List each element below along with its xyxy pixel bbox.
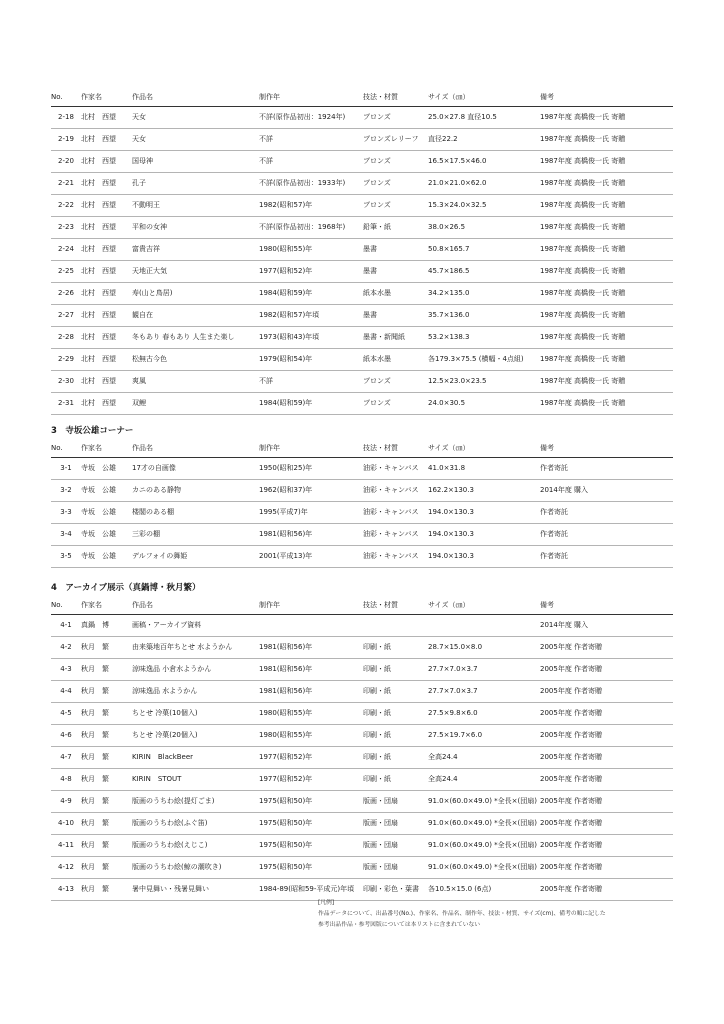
cell-artist: 北村 西望 xyxy=(81,393,132,415)
cell-no: 3-4 xyxy=(51,524,81,546)
cell-no: 4-12 xyxy=(51,857,81,879)
cell-note: 1987年度 高橋俊一氏 寄贈 xyxy=(540,349,673,371)
cell-no: 2-26 xyxy=(51,283,81,305)
cell-artist: 北村 西望 xyxy=(81,151,132,173)
cell-size: 162.2×130.3 xyxy=(428,480,540,502)
cell-tech: 版画・団扇 xyxy=(363,857,428,879)
cell-artist: 北村 西望 xyxy=(81,217,132,239)
cell-title: 由来築地百年ちとせ 水ようかん xyxy=(132,637,259,659)
cell-note: 2005年度 作者寄贈 xyxy=(540,813,673,835)
cell-title: KIRIN STOUT xyxy=(132,769,259,791)
table-row xyxy=(51,151,673,173)
cell-date: 2001(平成13)年 xyxy=(259,546,363,568)
cell-date: 不詳 xyxy=(259,371,363,393)
cell-tech: 版画・団扇 xyxy=(363,835,428,857)
cell-size: 91.0×(60.0×49.0) *全長×(団扇) xyxy=(428,813,540,835)
cell-size: 15.3×24.0×32.5 xyxy=(428,195,540,217)
cell-size: 38.0×26.5 xyxy=(428,217,540,239)
cell-size: 41.0×31.8 xyxy=(428,458,540,480)
cell-size: 50.8×165.7 xyxy=(428,239,540,261)
cell-date: 1980(昭和55)年 xyxy=(259,725,363,747)
cell-tech: 鉛筆・紙 xyxy=(363,217,428,239)
cell-artist: 北村 西望 xyxy=(81,239,132,261)
table-row xyxy=(51,637,673,659)
cell-no: 4-6 xyxy=(51,725,81,747)
cell-note: 2005年度 作者寄贈 xyxy=(540,857,673,879)
cell-artist: 北村 西望 xyxy=(81,371,132,393)
cell-date: 1981(昭和56)年 xyxy=(259,524,363,546)
section4-rows xyxy=(51,615,673,901)
cell-no: 4-1 xyxy=(51,615,81,637)
cell-no: 4-7 xyxy=(51,747,81,769)
table-row xyxy=(51,173,673,195)
cell-no: 3-5 xyxy=(51,546,81,568)
cell-tech: 印刷・紙 xyxy=(363,637,428,659)
cell-no: 2-23 xyxy=(51,217,81,239)
cell-tech: ブロンズ xyxy=(363,371,428,393)
cell-no: 2-31 xyxy=(51,393,81,415)
header-note: 備考 xyxy=(540,439,673,458)
header-no: No. xyxy=(51,88,81,107)
header-date: 制作年 xyxy=(259,88,363,107)
cell-title: 三彩の棚 xyxy=(132,524,259,546)
cell-title: デルフォイの舞姫 xyxy=(132,546,259,568)
cell-date: 1982(昭和57)年 xyxy=(259,195,363,217)
cell-no: 2-28 xyxy=(51,327,81,349)
cell-tech: 油彩・キャンバス xyxy=(363,546,428,568)
cell-note: 1987年度 高橋俊一氏 寄贈 xyxy=(540,195,673,217)
cell-size: 194.0×130.3 xyxy=(428,524,540,546)
cell-title: 版画のうちわ絵(ふぐ笛) xyxy=(132,813,259,835)
cell-artist: 北村 西望 xyxy=(81,195,132,217)
cell-date: 1973(昭和43)年頃 xyxy=(259,327,363,349)
cell-title: 富貴吉祥 xyxy=(132,239,259,261)
cell-artist: 秋月 繁 xyxy=(81,791,132,813)
cell-title: 版画のうちわ絵(鯨の潮吹き) xyxy=(132,857,259,879)
cell-date: 1977(昭和52)年 xyxy=(259,769,363,791)
cell-artist: 秋月 繁 xyxy=(81,835,132,857)
cell-title: 天女 xyxy=(132,129,259,151)
cell-no: 3-3 xyxy=(51,502,81,524)
cell-note: 2005年度 作者寄贈 xyxy=(540,879,673,901)
cell-no: 4-2 xyxy=(51,637,81,659)
cell-artist: 北村 西望 xyxy=(81,173,132,195)
cell-no: 2-27 xyxy=(51,305,81,327)
cell-date: 1977(昭和52)年 xyxy=(259,747,363,769)
table-row xyxy=(51,195,673,217)
cell-date: 1984(昭和59)年 xyxy=(259,283,363,305)
cell-date: 1975(昭和50)年 xyxy=(259,791,363,813)
header-date: 制作年 xyxy=(259,439,363,458)
header-no: No. xyxy=(51,439,81,458)
cell-title: 天女 xyxy=(132,107,259,129)
cell-date: 1962(昭和37)年 xyxy=(259,480,363,502)
cell-artist: 北村 西望 xyxy=(81,327,132,349)
cell-size: 全高24.4 xyxy=(428,747,540,769)
table-row xyxy=(51,615,673,637)
cell-title: 双鯉 xyxy=(132,393,259,415)
cell-note: 2005年度 作者寄贈 xyxy=(540,747,673,769)
cell-date xyxy=(259,615,363,637)
cell-tech: ブロンズ xyxy=(363,107,428,129)
cell-artist: 秋月 繁 xyxy=(81,725,132,747)
cell-tech: 印刷・紙 xyxy=(363,769,428,791)
header-note: 備考 xyxy=(540,88,673,107)
cell-artist: 寺坂 公雄 xyxy=(81,480,132,502)
cell-title: 楼閣のある棚 xyxy=(132,502,259,524)
cell-artist: 北村 西望 xyxy=(81,129,132,151)
cell-note: 2014年度 購入 xyxy=(540,615,673,637)
cell-size: 各179.3×75.5 (横幅・4点組) xyxy=(428,349,540,371)
cell-date: 1984(昭和59)年 xyxy=(259,393,363,415)
cell-tech: 油彩・キャンバス xyxy=(363,524,428,546)
cell-no: 2-29 xyxy=(51,349,81,371)
cell-artist: 寺坂 公雄 xyxy=(81,502,132,524)
cell-tech: 油彩・キャンバス xyxy=(363,502,428,524)
cell-no: 2-24 xyxy=(51,239,81,261)
cell-date: 不詳(原作品初出：1933年) xyxy=(259,173,363,195)
cell-date: 1975(昭和50)年 xyxy=(259,857,363,879)
cell-no: 4-11 xyxy=(51,835,81,857)
cell-note: 作者寄託 xyxy=(540,524,673,546)
header-note: 備考 xyxy=(540,596,673,615)
cell-tech: 版画・団扇 xyxy=(363,791,428,813)
cell-no: 2-20 xyxy=(51,151,81,173)
cell-note: 2005年度 作者寄贈 xyxy=(540,681,673,703)
cell-size: 91.0×(60.0×49.0) *全長×(団扇) xyxy=(428,791,540,813)
cell-title: ちとせ 冷菓(20個入) xyxy=(132,725,259,747)
cell-tech xyxy=(363,615,428,637)
cell-note: 2005年度 作者寄贈 xyxy=(540,791,673,813)
table-header xyxy=(51,596,673,615)
cell-note: 1987年度 高橋俊一氏 寄贈 xyxy=(540,371,673,393)
cell-title: 孔子 xyxy=(132,173,259,195)
cell-date: 1950(昭和25)年 xyxy=(259,458,363,480)
cell-title: 不動明王 xyxy=(132,195,259,217)
cell-size: 27.5×19.7×6.0 xyxy=(428,725,540,747)
cell-size: 91.0×(60.0×49.0) *全長×(団扇) xyxy=(428,835,540,857)
cell-date: 不詳 xyxy=(259,151,363,173)
cell-date: 不詳(原作品初出：1924年) xyxy=(259,107,363,129)
table-row xyxy=(51,283,673,305)
cell-tech: 印刷・紙 xyxy=(363,659,428,681)
cell-date: 不詳(原作品初出：1968年) xyxy=(259,217,363,239)
table-row xyxy=(51,327,673,349)
cell-no: 4-4 xyxy=(51,681,81,703)
section4-title: 4 アーカイブ展示（真鍋博・秋月繁） xyxy=(51,583,201,593)
cell-size: 各10.5×15.0 (6点) xyxy=(428,879,540,901)
cell-note: 2014年度 購入 xyxy=(540,480,673,502)
cell-tech: 墨書・新聞紙 xyxy=(363,327,428,349)
cell-date: 1980(昭和55)年 xyxy=(259,239,363,261)
table-row xyxy=(51,659,673,681)
header-artist: 作家名 xyxy=(81,88,132,107)
cell-title: 涼味逸品 水ようかん xyxy=(132,681,259,703)
cell-date: 1984-89(昭和59-平成元)年頃 xyxy=(259,879,363,901)
cell-note: 作者寄託 xyxy=(540,458,673,480)
table-row xyxy=(51,747,673,769)
cell-size: 34.2×135.0 xyxy=(428,283,540,305)
cell-note: 2005年度 作者寄贈 xyxy=(540,703,673,725)
cell-date: 1995(平成7)年 xyxy=(259,502,363,524)
cell-note: 1987年度 高橋俊一氏 寄贈 xyxy=(540,239,673,261)
cell-size: 直径22.2 xyxy=(428,129,540,151)
cell-no: 3-1 xyxy=(51,458,81,480)
cell-note: 2005年度 作者寄贈 xyxy=(540,769,673,791)
cell-artist: 北村 西望 xyxy=(81,305,132,327)
table-row xyxy=(51,791,673,813)
cell-tech: 印刷・紙 xyxy=(363,703,428,725)
cell-note: 1987年度 高橋俊一氏 寄贈 xyxy=(540,151,673,173)
section3-title: 3 寺坂公雄コーナー xyxy=(51,426,134,436)
cell-date: 1981(昭和56)年 xyxy=(259,637,363,659)
cell-note: 1987年度 高橋俊一氏 寄贈 xyxy=(540,129,673,151)
cell-size: 45.7×186.5 xyxy=(428,261,540,283)
cell-tech: 紙本水墨 xyxy=(363,349,428,371)
table-row xyxy=(51,371,673,393)
cell-title: 観自在 xyxy=(132,305,259,327)
header-tech: 技法・材質 xyxy=(363,88,428,107)
cell-size: 全高24.4 xyxy=(428,769,540,791)
table-header xyxy=(51,439,673,458)
legend-line-1: 作品データについて、出品番号(No.)、作家名、作品名、制作年、技法・材質、サイズ(cm)、備考の順に記した xyxy=(318,911,606,917)
cell-artist: 秋月 繁 xyxy=(81,659,132,681)
cell-date: 1981(昭和56)年 xyxy=(259,681,363,703)
table-row xyxy=(51,769,673,791)
cell-size: 35.7×136.0 xyxy=(428,305,540,327)
cell-artist: 秋月 繁 xyxy=(81,747,132,769)
cell-size: 16.5×17.5×46.0 xyxy=(428,151,540,173)
legend-heading: [凡例] xyxy=(318,900,335,906)
section4-table xyxy=(51,596,673,901)
table-header xyxy=(51,88,673,107)
table-row xyxy=(51,835,673,857)
cell-tech: 印刷・彩色・葉書 xyxy=(363,879,428,901)
table-row xyxy=(51,524,673,546)
table-row xyxy=(51,261,673,283)
header-date: 制作年 xyxy=(259,596,363,615)
cell-no: 4-5 xyxy=(51,703,81,725)
cell-note: 2005年度 作者寄贈 xyxy=(540,725,673,747)
cell-note: 1987年度 高橋俊一氏 寄贈 xyxy=(540,173,673,195)
cell-title: カニのある静物 xyxy=(132,480,259,502)
cell-title: 涼味逸品 小倉水ようかん xyxy=(132,659,259,681)
cell-no: 2-21 xyxy=(51,173,81,195)
cell-note: 1987年度 高橋俊一氏 寄贈 xyxy=(540,261,673,283)
cell-title: 天地正大気 xyxy=(132,261,259,283)
cell-size: 27.7×7.0×3.7 xyxy=(428,681,540,703)
section2-rows xyxy=(51,107,673,415)
cell-tech: 墨書 xyxy=(363,239,428,261)
cell-date: 不詳 xyxy=(259,129,363,151)
cell-tech: 墨書 xyxy=(363,305,428,327)
cell-size: 24.0×30.5 xyxy=(428,393,540,415)
cell-date: 1980(昭和55)年 xyxy=(259,703,363,725)
page xyxy=(51,88,673,901)
cell-tech: 油彩・キャンバス xyxy=(363,458,428,480)
table-row xyxy=(51,703,673,725)
cell-no: 4-9 xyxy=(51,791,81,813)
cell-title: 爽風 xyxy=(132,371,259,393)
cell-note: 1987年度 高橋俊一氏 寄贈 xyxy=(540,217,673,239)
cell-date: 1981(昭和56)年 xyxy=(259,659,363,681)
header-title: 作品名 xyxy=(132,439,259,458)
table-row xyxy=(51,349,673,371)
cell-title: 版画のうちわ絵(えじこ) xyxy=(132,835,259,857)
cell-tech: ブロンズ xyxy=(363,151,428,173)
cell-title: 17才の自画像 xyxy=(132,458,259,480)
cell-no: 2-19 xyxy=(51,129,81,151)
cell-no: 2-18 xyxy=(51,107,81,129)
legend-line-2: 参考出品作品・参考図版については本リストに含まれていない xyxy=(318,922,481,928)
cell-tech: ブロンズ xyxy=(363,195,428,217)
cell-date: 1975(昭和50)年 xyxy=(259,835,363,857)
cell-artist: 北村 西望 xyxy=(81,283,132,305)
table-row xyxy=(51,458,673,480)
cell-no: 4-3 xyxy=(51,659,81,681)
cell-size: 194.0×130.3 xyxy=(428,546,540,568)
cell-tech: ブロンズレリーフ xyxy=(363,129,428,151)
cell-no: 2-30 xyxy=(51,371,81,393)
cell-no: 2-25 xyxy=(51,261,81,283)
cell-title: 松無古今色 xyxy=(132,349,259,371)
cell-title: 寿(山と鳥居) xyxy=(132,283,259,305)
header-title: 作品名 xyxy=(132,88,259,107)
cell-note: 1987年度 高橋俊一氏 寄贈 xyxy=(540,107,673,129)
cell-tech: ブロンズ xyxy=(363,393,428,415)
table-row xyxy=(51,393,673,415)
header-artist: 作家名 xyxy=(81,439,132,458)
cell-tech: 墨書 xyxy=(363,261,428,283)
table-row xyxy=(51,857,673,879)
section3-rows xyxy=(51,458,673,568)
cell-title: ちとせ 冷菓(10個入) xyxy=(132,703,259,725)
cell-note: 1987年度 高橋俊一氏 寄贈 xyxy=(540,283,673,305)
cell-note: 1987年度 高橋俊一氏 寄贈 xyxy=(540,305,673,327)
cell-artist: 秋月 繁 xyxy=(81,681,132,703)
cell-note: 作者寄託 xyxy=(540,546,673,568)
cell-note: 1987年度 高橋俊一氏 寄贈 xyxy=(540,393,673,415)
header-title: 作品名 xyxy=(132,596,259,615)
cell-title: 画稿・アーカイブ資料 xyxy=(132,615,259,637)
cell-size: 194.0×130.3 xyxy=(428,502,540,524)
table-row xyxy=(51,546,673,568)
header-size: サイズ（㎝） xyxy=(428,596,540,615)
cell-artist: 北村 西望 xyxy=(81,107,132,129)
cell-size xyxy=(428,615,540,637)
cell-artist: 秋月 繁 xyxy=(81,857,132,879)
cell-tech: 油彩・キャンバス xyxy=(363,480,428,502)
table-row xyxy=(51,480,673,502)
cell-date: 1975(昭和50)年 xyxy=(259,813,363,835)
cell-size: 25.0×27.8 直径10.5 xyxy=(428,107,540,129)
cell-artist: 北村 西望 xyxy=(81,261,132,283)
cell-size: 53.2×138.3 xyxy=(428,327,540,349)
cell-artist: 秋月 繁 xyxy=(81,879,132,901)
cell-artist: 秋月 繁 xyxy=(81,637,132,659)
cell-tech: ブロンズ xyxy=(363,173,428,195)
table-row xyxy=(51,502,673,524)
cell-size: 28.7×15.0×8.0 xyxy=(428,637,540,659)
table-row xyxy=(51,107,673,129)
table-row xyxy=(51,129,673,151)
table-row xyxy=(51,217,673,239)
cell-title: 平和の女神 xyxy=(132,217,259,239)
cell-no: 3-2 xyxy=(51,480,81,502)
header-tech: 技法・材質 xyxy=(363,439,428,458)
cell-tech: 印刷・紙 xyxy=(363,681,428,703)
cell-artist: 寺坂 公雄 xyxy=(81,524,132,546)
cell-tech: 版画・団扇 xyxy=(363,813,428,835)
section2-table xyxy=(51,88,673,415)
cell-size: 27.7×7.0×3.7 xyxy=(428,659,540,681)
cell-title: 暑中見舞い・残暑見舞い xyxy=(132,879,259,901)
cell-title: 冬もあり 春もあり 人生また楽し xyxy=(132,327,259,349)
cell-note: 2005年度 作者寄贈 xyxy=(540,835,673,857)
cell-title: 国母神 xyxy=(132,151,259,173)
cell-artist: 寺坂 公雄 xyxy=(81,458,132,480)
cell-artist: 寺坂 公雄 xyxy=(81,546,132,568)
cell-artist: 北村 西望 xyxy=(81,349,132,371)
cell-no: 4-13 xyxy=(51,879,81,901)
cell-size: 91.0×(60.0×49.0) *全長×(団扇) xyxy=(428,857,540,879)
cell-artist: 秋月 繁 xyxy=(81,703,132,725)
cell-note: 1987年度 高橋俊一氏 寄贈 xyxy=(540,327,673,349)
table-row xyxy=(51,305,673,327)
header-tech: 技法・材質 xyxy=(363,596,428,615)
cell-title: 版画のうちわ絵(提灯ごま) xyxy=(132,791,259,813)
cell-artist: 真鍋 博 xyxy=(81,615,132,637)
cell-date: 1979(昭和54)年 xyxy=(259,349,363,371)
cell-date: 1982(昭和57)年頃 xyxy=(259,305,363,327)
table-row xyxy=(51,681,673,703)
header-size: サイズ（㎝） xyxy=(428,88,540,107)
header-no: No. xyxy=(51,596,81,615)
cell-date: 1977(昭和52)年 xyxy=(259,261,363,283)
cell-no: 4-10 xyxy=(51,813,81,835)
cell-size: 27.5×9.8×6.0 xyxy=(428,703,540,725)
cell-note: 2005年度 作者寄贈 xyxy=(540,659,673,681)
cell-tech: 印刷・紙 xyxy=(363,725,428,747)
cell-note: 2005年度 作者寄贈 xyxy=(540,637,673,659)
cell-artist: 秋月 繁 xyxy=(81,813,132,835)
cell-title: KIRIN BlackBeer xyxy=(132,747,259,769)
cell-no: 2-22 xyxy=(51,195,81,217)
cell-tech: 紙本水墨 xyxy=(363,283,428,305)
cell-note: 作者寄託 xyxy=(540,502,673,524)
cell-artist: 秋月 繁 xyxy=(81,769,132,791)
cell-tech: 印刷・紙 xyxy=(363,747,428,769)
header-artist: 作家名 xyxy=(81,596,132,615)
section3-table xyxy=(51,439,673,568)
cell-no: 4-8 xyxy=(51,769,81,791)
legend xyxy=(318,898,606,931)
header-size: サイズ（㎝） xyxy=(428,439,540,458)
table-row xyxy=(51,813,673,835)
cell-size: 21.0×21.0×62.0 xyxy=(428,173,540,195)
cell-size: 12.5×23.0×23.5 xyxy=(428,371,540,393)
table-row xyxy=(51,239,673,261)
table-row xyxy=(51,725,673,747)
